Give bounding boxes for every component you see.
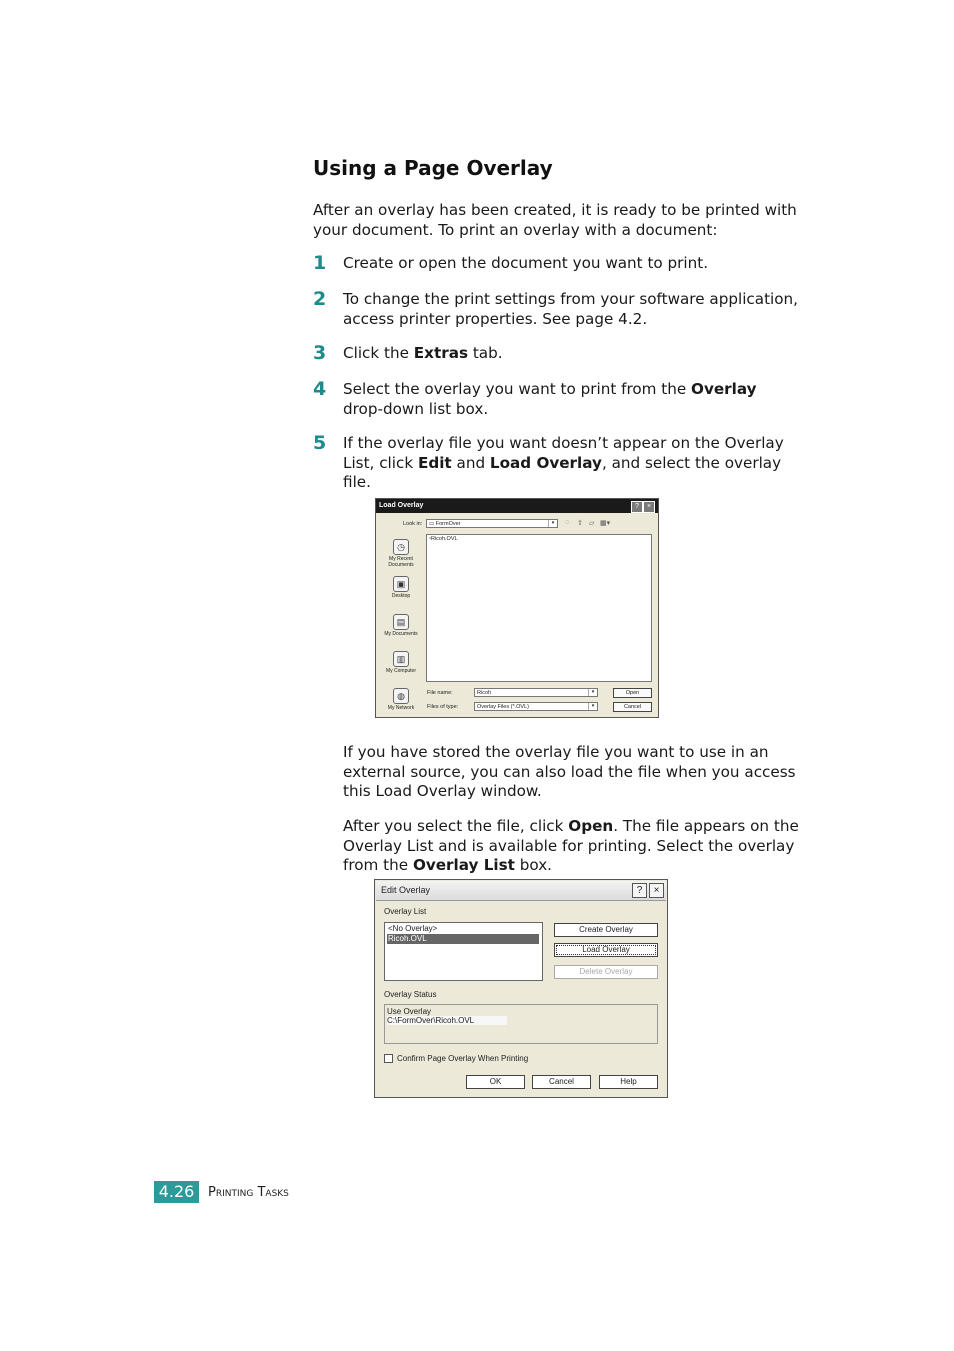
place-desktop[interactable] — [380, 576, 422, 599]
file-name-label: File name: — [427, 690, 453, 696]
computer-icon: ▥ — [393, 651, 409, 667]
step-number-4: 4 — [313, 378, 327, 400]
step-text-2 — [343, 290, 798, 329]
cancel-button[interactable]: Cancel — [613, 702, 652, 712]
network-icon: ◍ — [393, 688, 409, 704]
desktop-icon: ▣ — [393, 576, 409, 592]
chevron-down-icon: ▾ — [588, 689, 597, 696]
step-text-5 — [343, 434, 784, 493]
ok-button[interactable]: OK — [466, 1075, 525, 1089]
step-text-1: Create or open the document you want to print. — [343, 254, 709, 272]
place-network-label: My Network — [387, 705, 415, 711]
confirm-checkbox[interactable] — [384, 1054, 393, 1063]
edit-overlay-dialog — [374, 879, 668, 1098]
place-recent[interactable] — [380, 539, 422, 568]
place-my-computer[interactable] — [380, 651, 422, 674]
step-5-edit: Edit — [417, 453, 452, 472]
step-number-5: 5 — [313, 432, 327, 454]
step-5-l2a: List, click — [343, 453, 418, 472]
para3-open: Open — [568, 817, 614, 835]
overlay-list-item[interactable]: <No Overlay> — [388, 924, 438, 933]
overlay-status-label: Overlay Status — [384, 990, 437, 999]
step-3-pre: Click the — [343, 344, 414, 362]
para2-line-1: If you have stored the overlay file you want to use in an — [343, 743, 769, 761]
file-item[interactable] — [429, 536, 458, 542]
step-number-1: 1 — [313, 252, 327, 274]
intro-line-2: your document. To print an overlay with a document: — [313, 220, 718, 239]
help-icon[interactable]: ? — [632, 883, 647, 898]
step-number-2: 2 — [313, 288, 327, 310]
status-line-1: Use Overlay — [387, 1007, 432, 1016]
new-folder-icon[interactable]: ▱ — [589, 520, 595, 527]
cancel-button[interactable]: Cancel — [532, 1075, 591, 1089]
overlay-list[interactable] — [384, 922, 543, 981]
step-text-3 — [343, 344, 503, 364]
confirm-checkbox-label: Confirm Page Overlay When Printing — [397, 1054, 529, 1063]
step-3-post: tab. — [468, 344, 503, 362]
files-type-select[interactable] — [474, 702, 598, 711]
delete-overlay-button[interactable]: Delete Overlay — [554, 965, 658, 979]
step-5-load-overlay: Load Overlay — [489, 453, 602, 472]
place-computer-label: My Computer — [385, 668, 416, 674]
help-icon[interactable]: ? — [631, 501, 643, 513]
file-item-label: Ricoh.OVL — [430, 536, 458, 542]
load-overlay-title: Load Overlay — [379, 502, 424, 509]
close-icon[interactable]: × — [649, 883, 664, 898]
step-number-3: 3 — [313, 342, 327, 364]
page-number: 4.26 — [154, 1181, 199, 1203]
para3-l3-pre: from the — [343, 856, 413, 874]
intro-paragraph — [313, 201, 797, 240]
overlay-list-label: Overlay List — [384, 907, 427, 916]
place-my-network[interactable] — [380, 688, 422, 711]
section-title: Printing Tasks — [208, 1185, 289, 1200]
step-2-line-2: access printer properties. See page 4.2. — [343, 309, 648, 328]
file-list[interactable] — [426, 534, 652, 682]
place-recent-label: My Recent Documents — [388, 556, 414, 568]
step-5-l2c: and — [451, 453, 490, 472]
place-desktop-label: Desktop — [391, 593, 411, 599]
para3-overlay-list: Overlay List — [412, 856, 515, 874]
view-menu-icon[interactable]: ▦▾ — [600, 520, 611, 527]
step-2-line-1: To change the print settings from your software application, — [343, 290, 798, 308]
place-documents-label: My Documents — [384, 631, 418, 637]
file-icon: ▫ — [429, 536, 431, 542]
place-my-documents[interactable] — [380, 614, 422, 637]
after-select-paragraph — [343, 817, 799, 876]
files-type-label: Files of type: — [427, 704, 459, 710]
create-overlay-button[interactable]: Create Overlay — [554, 923, 658, 937]
step-5-l2e: , and select the overlay — [601, 453, 782, 472]
load-overlay-button[interactable]: Load Overlay — [554, 943, 658, 957]
para3-l3-post: box. — [514, 856, 553, 874]
step-5-line-1: If the overlay file you want doesn’t appear on the Overlay — [343, 434, 784, 452]
step-3-bold: Extras — [413, 344, 468, 362]
para2-line-3: this Load Overlay window. — [343, 782, 542, 800]
overlay-list-item-selected[interactable]: Ricoh.OVL — [387, 934, 539, 944]
status-line-2: C:\FormOver\Ricoh.OVL — [387, 1016, 507, 1025]
intro-line-1: After an overlay has been created, it is ready to be printed with — [313, 201, 797, 219]
step-5-line-3: file. — [343, 473, 371, 491]
file-name-input[interactable] — [474, 688, 598, 697]
edit-overlay-titlebar — [376, 881, 666, 901]
file-name-value: Ricoh — [477, 690, 492, 696]
look-in-value: FormOver — [435, 521, 461, 527]
step-text-4 — [343, 380, 757, 419]
external-source-paragraph — [343, 743, 796, 802]
chevron-down-icon: ▾ — [548, 520, 557, 527]
close-icon[interactable]: × — [643, 501, 655, 513]
folder-icon: ▭ — [429, 521, 435, 527]
step-4-bold: Overlay — [691, 380, 757, 398]
recent-documents-icon: ◷ — [393, 539, 409, 555]
chevron-down-icon: ▾ — [588, 703, 597, 710]
look-in-label: Look in: — [403, 521, 423, 527]
load-overlay-titlebar — [376, 499, 658, 513]
step-4-pre: Select the overlay you want to print from the — [343, 380, 692, 398]
para3-l1-pre: After you select the file, click — [343, 817, 569, 835]
edit-overlay-title: Edit Overlay — [381, 885, 431, 895]
para3-l1-post: . The file appears on the — [613, 817, 799, 835]
overlay-status-box — [384, 1004, 658, 1044]
look-in-combo[interactable] — [426, 519, 558, 528]
help-button[interactable]: Help — [599, 1075, 658, 1089]
para2-line-2: external source, you can also load the file when you access — [343, 762, 796, 781]
page-title: Using a Page Overlay — [313, 156, 553, 180]
documents-icon: ▤ — [393, 614, 409, 630]
step-4-line-2: drop-down list box. — [343, 399, 489, 418]
open-button[interactable]: Open — [613, 688, 652, 698]
files-type-value: Overlay Files (*.OVL) — [477, 704, 529, 710]
load-overlay-dialog — [375, 498, 659, 718]
back-icon[interactable]: ◌ — [565, 519, 570, 526]
para3-line-2: Overlay List and is available for printing. Select the overlay — [343, 836, 795, 855]
up-folder-icon[interactable]: ⇧ — [577, 520, 583, 527]
